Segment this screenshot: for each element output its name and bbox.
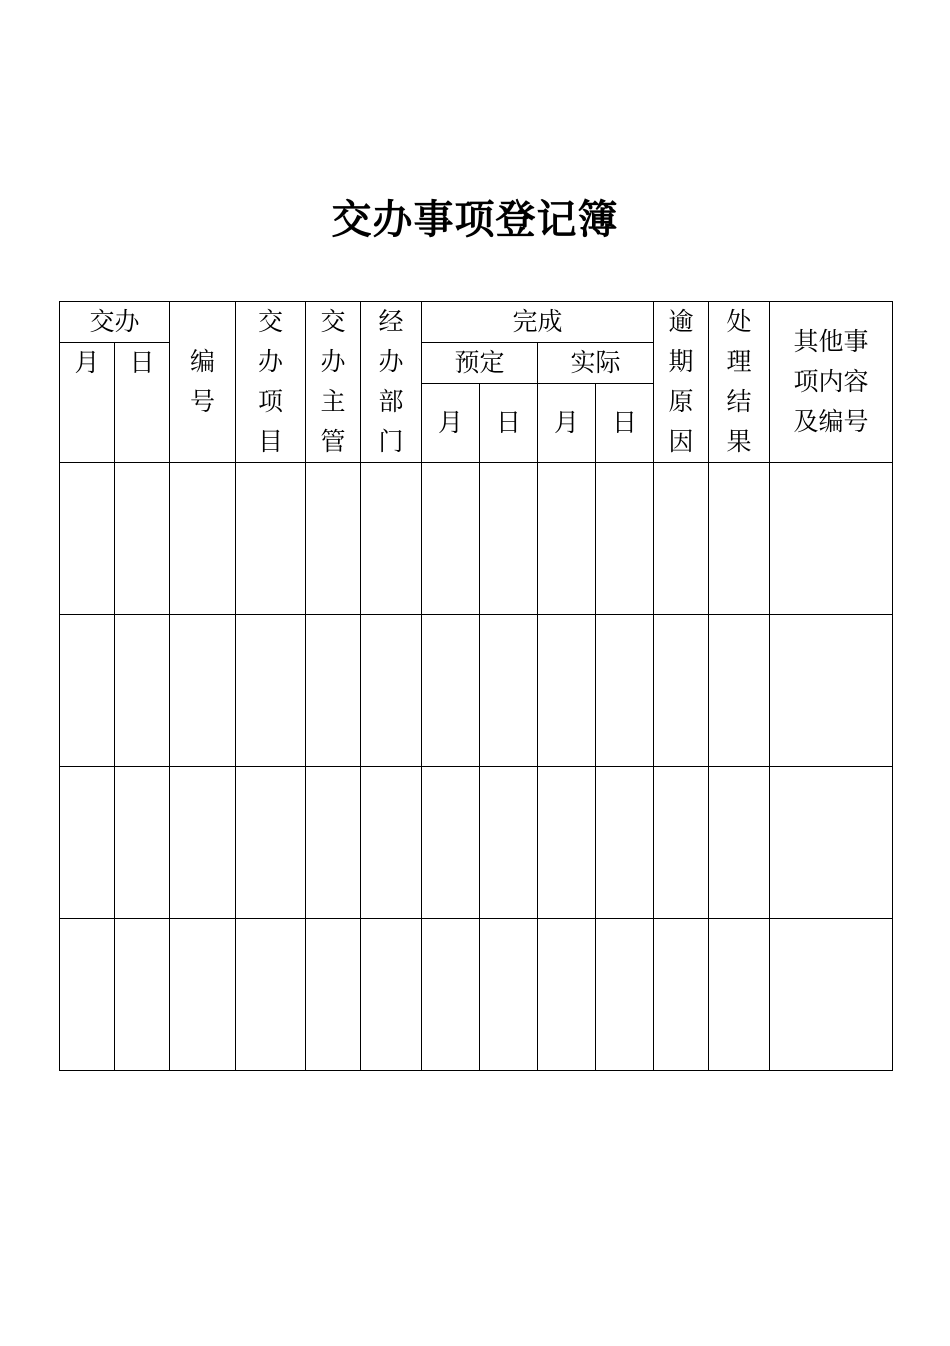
table-cell[interactable] — [770, 615, 893, 767]
header-assigned: 交办 — [60, 302, 170, 343]
table-cell[interactable] — [115, 919, 170, 1071]
header-department — [361, 302, 422, 463]
table-cell[interactable] — [115, 615, 170, 767]
table-cell[interactable] — [596, 615, 654, 767]
table-cell[interactable] — [115, 767, 170, 919]
header-result-label: 处理结果 — [726, 307, 752, 456]
header-item-label: 交办项目 — [258, 307, 284, 456]
table-cell[interactable] — [170, 615, 236, 767]
table-cell[interactable] — [60, 919, 115, 1071]
table-row — [60, 919, 893, 1071]
table-cell[interactable] — [60, 615, 115, 767]
table-cell[interactable] — [770, 767, 893, 919]
header-other-line-3: 及编号 — [793, 407, 869, 436]
table-cell[interactable] — [422, 767, 480, 919]
header-assigned-month: 月 — [60, 343, 115, 463]
table-cell[interactable] — [306, 919, 361, 1071]
table-cell[interactable] — [170, 919, 236, 1071]
table-cell[interactable] — [115, 463, 170, 615]
table-cell[interactable] — [236, 463, 306, 615]
header-planned-month: 月 — [422, 384, 480, 463]
table-cell[interactable] — [170, 767, 236, 919]
header-number-label: 编号 — [190, 347, 216, 416]
header-overdue-reason — [654, 302, 709, 463]
header-supervisor-label: 交办主管 — [320, 307, 346, 456]
table-cell[interactable] — [654, 767, 709, 919]
header-other-line-1: 其他事 — [793, 327, 869, 356]
table-cell[interactable] — [596, 919, 654, 1071]
table-cell[interactable] — [480, 463, 538, 615]
header-assigned-day: 日 — [115, 343, 170, 463]
header-item — [236, 302, 306, 463]
table-cell[interactable] — [538, 767, 596, 919]
table-row — [60, 615, 893, 767]
table-cell[interactable] — [654, 463, 709, 615]
table-cell[interactable] — [422, 615, 480, 767]
header-overdue-reason-label: 逾期原因 — [668, 307, 694, 456]
table-row — [60, 767, 893, 919]
table-cell[interactable] — [306, 615, 361, 767]
table-cell[interactable] — [709, 615, 770, 767]
table-cell[interactable] — [596, 767, 654, 919]
header-department-label: 经办部门 — [378, 307, 404, 456]
table-cell[interactable] — [306, 767, 361, 919]
table-cell[interactable] — [770, 919, 893, 1071]
table-cell[interactable] — [306, 463, 361, 615]
table-row — [60, 463, 893, 615]
table-cell[interactable] — [236, 767, 306, 919]
header-other-line-2: 项内容 — [793, 367, 869, 396]
table-cell[interactable] — [361, 463, 422, 615]
table-cell[interactable] — [361, 767, 422, 919]
header-actual: 实际 — [538, 343, 654, 384]
table-cell[interactable] — [709, 767, 770, 919]
table-cell[interactable] — [480, 919, 538, 1071]
table-cell[interactable] — [236, 615, 306, 767]
table-cell[interactable] — [361, 919, 422, 1071]
page-title: 交办事项登记簿 — [331, 196, 619, 243]
table-cell[interactable] — [709, 463, 770, 615]
header-planned-day: 日 — [480, 384, 538, 463]
table-cell[interactable] — [654, 919, 709, 1071]
table-cell[interactable] — [538, 463, 596, 615]
header-other-label — [794, 322, 869, 442]
header-row-top — [60, 302, 893, 343]
table-cell[interactable] — [422, 919, 480, 1071]
header-completion: 完成 — [422, 302, 654, 343]
table-cell[interactable] — [480, 615, 538, 767]
table-cell[interactable] — [236, 919, 306, 1071]
table-cell[interactable] — [60, 767, 115, 919]
header-actual-day: 日 — [596, 384, 654, 463]
table-cell[interactable] — [596, 463, 654, 615]
header-other — [770, 302, 893, 463]
header-supervisor — [306, 302, 361, 463]
table-cell[interactable] — [480, 767, 538, 919]
table-cell[interactable] — [709, 919, 770, 1071]
table-cell[interactable] — [422, 463, 480, 615]
table-cell[interactable] — [538, 919, 596, 1071]
table-cell[interactable] — [654, 615, 709, 767]
table-cell[interactable] — [538, 615, 596, 767]
table-cell[interactable] — [361, 615, 422, 767]
registry-table — [59, 301, 893, 1071]
table-cell[interactable] — [770, 463, 893, 615]
header-result — [709, 302, 770, 463]
table-cell[interactable] — [170, 463, 236, 615]
table-cell[interactable] — [60, 463, 115, 615]
header-planned: 预定 — [422, 343, 538, 384]
header-actual-month: 月 — [538, 384, 596, 463]
header-number — [170, 302, 236, 463]
